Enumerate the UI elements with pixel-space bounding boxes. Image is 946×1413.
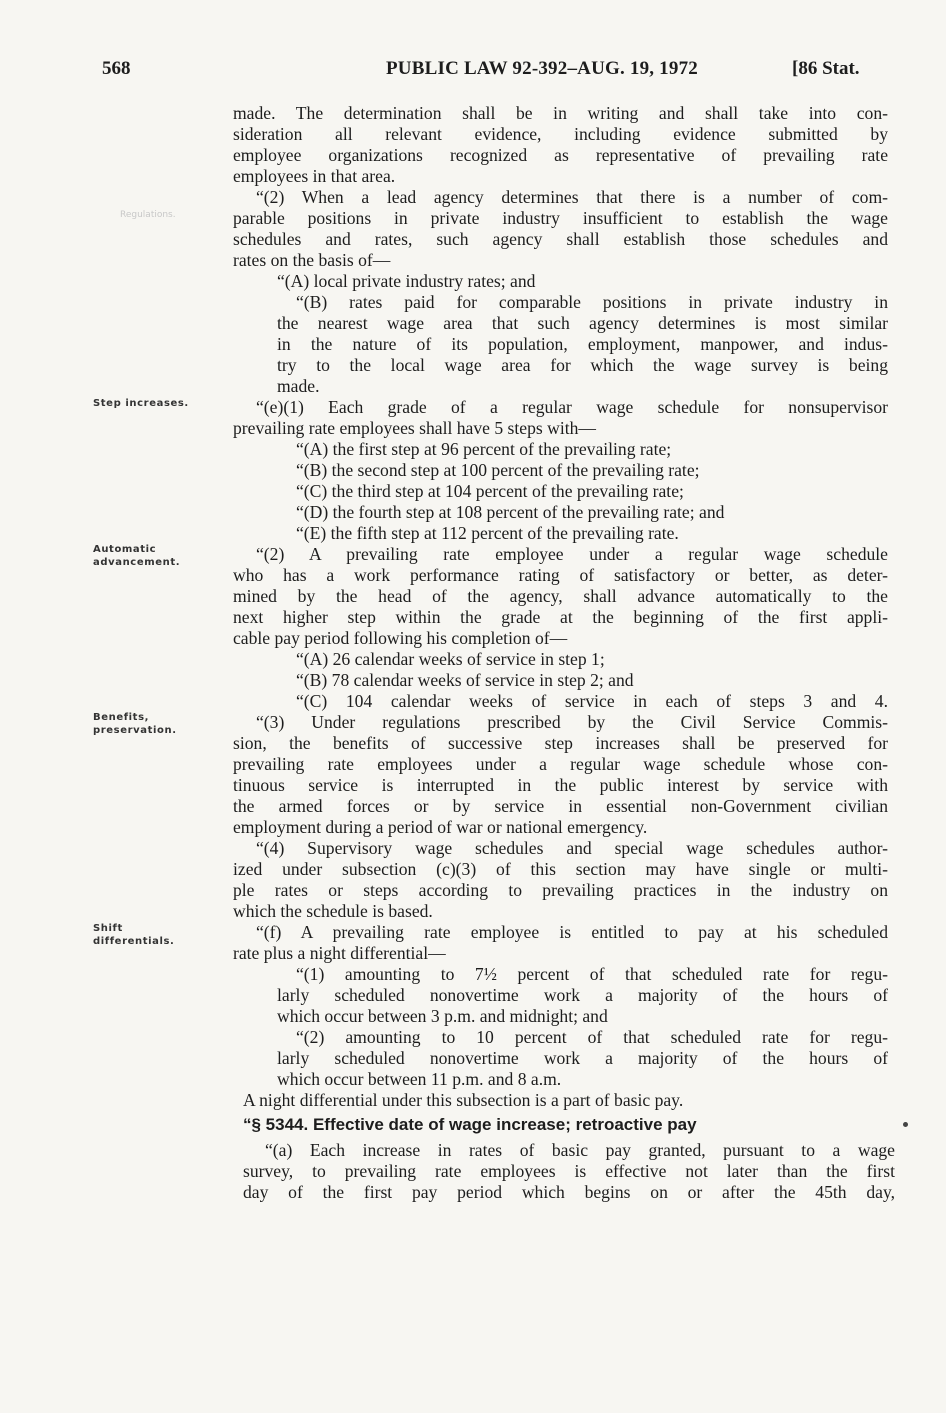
text-line: employee organizations recognized as representative of prevailing rate bbox=[233, 145, 888, 165]
text-line: larly scheduled nonovertime work a majority of the hours of bbox=[277, 985, 888, 1005]
margin-note-step-increases: Step increases. bbox=[93, 398, 189, 409]
statute-volume: [86 Stat. bbox=[792, 58, 860, 79]
text-line: prevailing rate employees under a regular wage schedule whose con- bbox=[233, 754, 888, 774]
text-line: “(a) Each increase in rates of basic pay granted, pursuant to a wage bbox=[265, 1140, 895, 1160]
text-line: cable pay period following his completion of— bbox=[233, 628, 568, 648]
text-line: “(A) the first step at 96 percent of the prevailing rate; bbox=[296, 439, 672, 459]
text-line: prevailing rate employees shall have 5 steps with— bbox=[233, 418, 597, 438]
text-line: ized under subsection (c)(3) of this section may have single or multi- bbox=[233, 859, 888, 879]
text-line: “(3) Under regulations prescribed by the Civil Service Commis- bbox=[256, 712, 888, 732]
margin-note-automatic-advancement: Automatic advancement. bbox=[93, 544, 181, 568]
text-line: the armed forces or by service in essential non-Government civilian bbox=[233, 796, 888, 816]
text-line: “(1) amounting to 7½ percent of that scheduled rate for regu- bbox=[296, 964, 888, 984]
margin-note-shift-differentials: Shift differentials. bbox=[93, 923, 175, 947]
margin-dot-mark bbox=[903, 1122, 908, 1127]
section-heading: “§ 5344. Effective date of wage increase; retroactive pay bbox=[243, 1115, 697, 1134]
text-line: which occur between 3 p.m. and midnight; and bbox=[277, 1006, 608, 1026]
text-line: rates on the basis of— bbox=[233, 250, 391, 270]
text-line: sideration all relevant evidence, including evidence submitted by bbox=[233, 124, 888, 144]
text-line: employment during a period of war or national emergency. bbox=[233, 817, 648, 837]
text-line: the nearest wage area that such agency determines is most similar bbox=[277, 313, 888, 333]
text-line: “(A) 26 calendar weeks of service in step 1; bbox=[296, 649, 605, 669]
text-line: made. The determination shall be in writing and shall take into con- bbox=[233, 103, 888, 123]
text-line: survey, to prevailing rate employees is effective not later than the first bbox=[243, 1161, 895, 1181]
text-line: which the schedule is based. bbox=[233, 901, 433, 921]
text-line: schedules and rates, such agency shall establish those schedules and bbox=[233, 229, 888, 249]
page-number: 568 bbox=[102, 58, 131, 79]
text-line: mined by the head of the agency, shall advance automatically to the bbox=[233, 586, 888, 606]
text-line: “(B) 78 calendar weeks of service in step 2; and bbox=[296, 670, 634, 690]
text-line: “(2) A prevailing rate employee under a regular wage schedule bbox=[256, 544, 888, 564]
text-line: made. bbox=[277, 376, 320, 396]
text-line: “(E) the fifth step at 112 percent of the prevailing rate. bbox=[296, 523, 679, 543]
text-line: “(e)(1) Each grade of a regular wage schedule for nonsupervisor bbox=[256, 397, 888, 417]
text-line: who has a work performance rating of satisfactory or better, as deter- bbox=[233, 565, 888, 585]
text-line: day of the first pay period which begins on or after the 45th day, bbox=[243, 1182, 895, 1202]
text-line: ple rates or steps according to prevailing practices in the industry on bbox=[233, 880, 888, 900]
text-line: A night differential under this subsection is a part of basic pay. bbox=[243, 1090, 684, 1110]
text-line: “(f) A prevailing rate employee is entitled to pay at his scheduled bbox=[256, 922, 888, 942]
text-line: “(A) local private industry rates; and bbox=[277, 271, 536, 291]
text-line: “(C) 104 calendar weeks of service in each of steps 3 and 4. bbox=[296, 691, 888, 711]
text-line: next higher step within the grade at the beginning of the first appli- bbox=[233, 607, 888, 627]
text-line: “(2) When a lead agency determines that there is a number of com- bbox=[256, 187, 888, 207]
text-line: try to the local wage area for which the wage survey is being bbox=[277, 355, 888, 375]
text-line: which occur between 11 p.m. and 8 a.m. bbox=[277, 1069, 562, 1089]
margin-note-benefits-preservation: Benefits, preservation. bbox=[93, 712, 177, 736]
text-line: parable positions in private industry insufficient to establish the wage bbox=[233, 208, 888, 228]
text-line: sion, the benefits of successive step increases shall be preserved for bbox=[233, 733, 888, 753]
text-line: larly scheduled nonovertime work a majority of the hours of bbox=[277, 1048, 888, 1068]
bleed-through-note: Regulations. bbox=[120, 210, 176, 220]
text-line: “(2) amounting to 10 percent of that scheduled rate for regu- bbox=[296, 1027, 888, 1047]
text-line: “(B) rates paid for comparable positions in private industry in bbox=[296, 292, 888, 312]
text-line: rate plus a night differential— bbox=[233, 943, 446, 963]
text-line: in the nature of its population, employment, manpower, and indus- bbox=[277, 334, 888, 354]
text-line: “(D) the fourth step at 108 percent of the prevailing rate; and bbox=[296, 502, 725, 522]
text-line: employees in that area. bbox=[233, 166, 396, 186]
text-line: “(C) the third step at 104 percent of the prevailing rate; bbox=[296, 481, 684, 501]
text-line: “(B) the second step at 100 percent of the prevailing rate; bbox=[296, 460, 700, 480]
running-header-title: PUBLIC LAW 92-392–AUG. 19, 1972 bbox=[386, 58, 698, 79]
text-line: tinuous service is interrupted in the public interest by service with bbox=[233, 775, 888, 795]
text-line: “(4) Supervisory wage schedules and special wage schedules author- bbox=[256, 838, 888, 858]
